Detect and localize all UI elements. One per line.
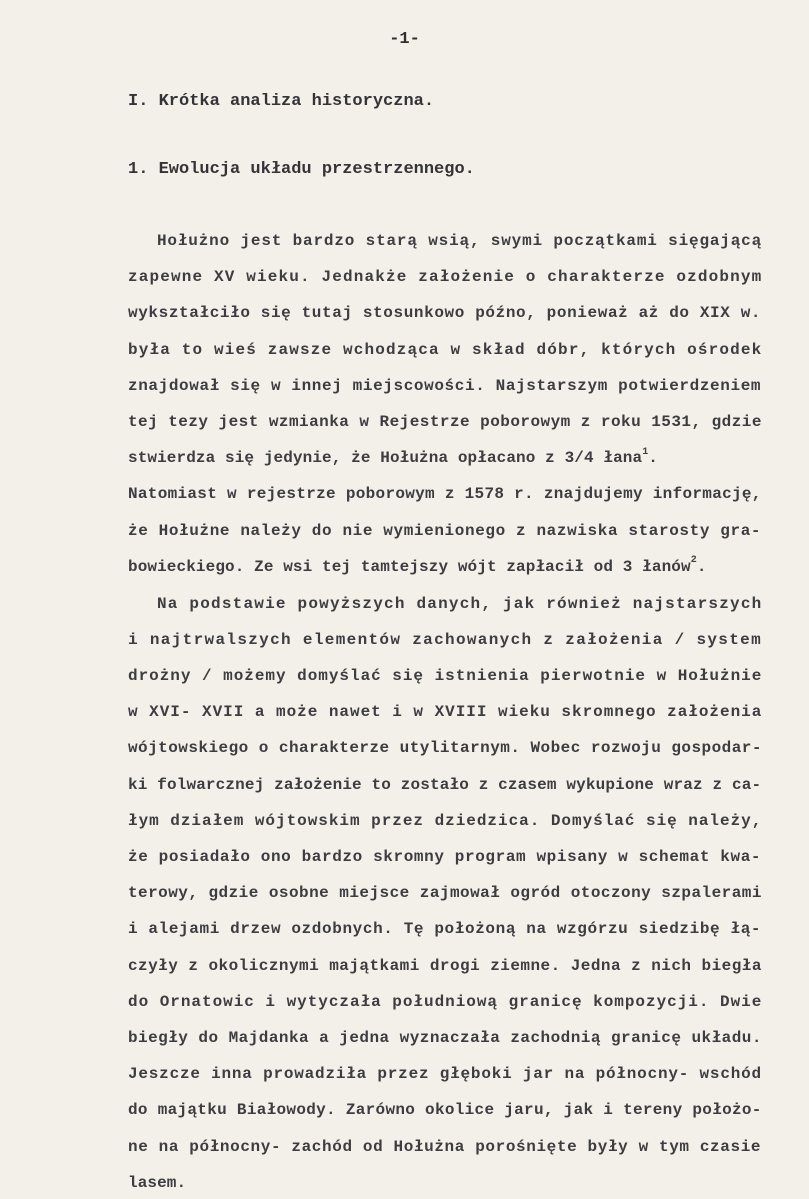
text-line: w XVI- XVII a może nawet i w XVIII wieku skromnego założenia: [128, 703, 763, 722]
text-line: Hołużno jest bardzo starą wsią, swymi początkami sięgającą: [157, 232, 763, 250]
text-line: terowy, gdzie osobne miejsce zajmował ogród otoczony szpalerami: [128, 884, 762, 903]
text-line: do Ornatowic i wytyczała południową granicę kompozycji. Dwie: [128, 992, 763, 1011]
text-line: Natomiast w rejestrze poborowym z 1578 r. znajdujemy informację,: [128, 485, 762, 504]
section-heading: 1. Ewolucja układu przestrzennego.: [128, 160, 475, 179]
text-line: bowieckiego. Ze wsi tej tamtejszy wójt zapłacił od 3 łanów$^2$.: [128, 555, 707, 576]
chapter-heading: I. Krótka analiza historyczna.: [128, 92, 435, 111]
text-line: i najtrwalszych elementów zachowanych z założenia / system: [128, 630, 763, 649]
text-line: Jeszcze inna prowadziła przez głęboki jar na północny- wschód: [128, 1065, 762, 1084]
text-line: ki folwarcznej założenie to zostało z czasem wykupione wraz z ca-: [128, 775, 762, 794]
text-line: zapewne XV wieku. Jednakże założenie o charakterze ozdobnym: [128, 268, 763, 287]
footnote-mark: 1: [642, 446, 649, 458]
text-line: stwierdza się jedynie, że Hołużna opłacano z 3/4 łana$^1$.: [128, 446, 658, 468]
text-line: że posiadało ono bardzo skromny program wpisany w schemat kwa-: [128, 847, 762, 866]
text-line: do majątku Białowody. Zarówno okolice jaru, jak i tereny położo-: [128, 1101, 762, 1120]
text-line: łym działem wójtowskim przez dziedzica. Domyślać się należy,: [128, 811, 763, 830]
text-line: była to wieś zawsze wchodząca w skład dóbr, których ośrodek: [128, 340, 763, 359]
text-line: wójtowskiego o charakterze utylitarnym. Wobec rozwoju gospodar-: [128, 739, 762, 758]
footnote-mark: 2: [690, 555, 697, 567]
text-line: tej tezy jest wzmianka w Rejestrze poborowym z roku 1531, gdzie: [128, 413, 762, 431]
text-line: lasem.: [128, 1173, 187, 1192]
text-line: wykształciło się tutaj stosunkowo późno, ponieważ aż do XIX w.: [128, 304, 762, 323]
text-line: ne na północny- zachód od Hołużna porośnięte były w tym czasie: [128, 1137, 762, 1156]
text-line: i alejami drzew ozdobnych. Tę położoną na wzgórzu siedzibę łą-: [128, 920, 762, 939]
text-line: Na podstawie powyższych danych, jak również najstarszych: [157, 594, 763, 613]
text-line: biegły do Majdanka a jedna wyznaczała zachodnią granicę układu.: [128, 1028, 762, 1047]
text-line: drożny / możemy domyślać się istnienia pierwotnie w Hołużnie: [128, 666, 763, 685]
text-line: znajdował się w innej miejscowości. Najstarszym potwierdzeniem: [128, 376, 762, 395]
text-line: że Hołużne należy do nie wymienionego z nazwiska starosty gra-: [128, 521, 762, 540]
page-number: -1-: [389, 30, 420, 49]
text-line: czyły z okolicznymi majątkami drogi ziemne. Jedna z nich biegła: [128, 956, 762, 975]
